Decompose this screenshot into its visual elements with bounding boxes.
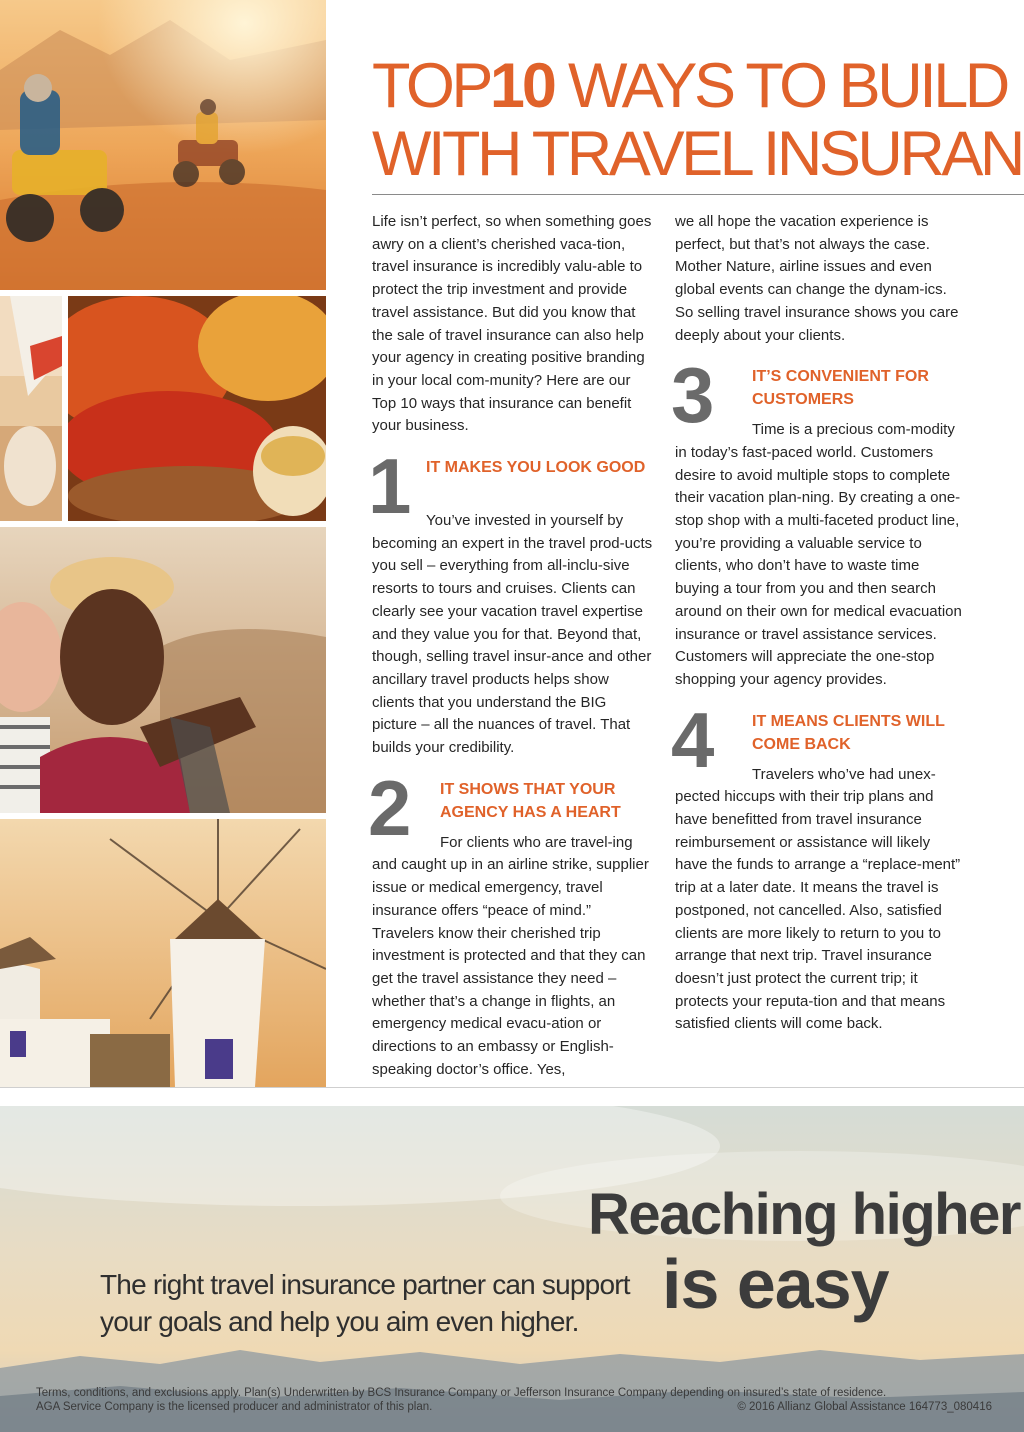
title-divider bbox=[372, 194, 1024, 195]
tip-4-heading: IT MEANS CLIENTS WILL COME BACK bbox=[752, 712, 945, 753]
photo-couple-selfie bbox=[0, 527, 326, 813]
tip-4 bbox=[671, 695, 965, 1036]
tip-3-number: 3 bbox=[671, 351, 715, 440]
title-ten: 10 bbox=[489, 52, 554, 121]
title-line-1 bbox=[372, 52, 1024, 120]
title-line-2: WITH TRAVEL INSURAN bbox=[372, 119, 1022, 188]
photo-windmills bbox=[0, 819, 326, 1087]
title-top: TOP bbox=[372, 52, 490, 121]
banner-divider bbox=[0, 1087, 1024, 1088]
tip-1-body: You’ve invested in yourself by becoming an expert in the travel prod-ucts you sell – everything from all-inclu-sive resorts to tours and cruises. Clients can clearly see your vacation travel expertise and they value you for that. Beyond that, though, selling travel insur-ance and other ancillary travel products helps show clients that you understand the BIG picture – all the nuances of travel. That builds your credibility. bbox=[372, 512, 653, 757]
tip-3-body: Time is a precious com-modity in today’s fast-paced world. Customers desire to avoid multiple stops to complete their vacation plan-ning. By creating a one-stop shop with a multi-faceted product line, you’re providing a valuable service to clients, who don’t have to waste time buying a tour from you and then search around on their own for medical evacuation insurance or travel assistance services. Customers will appreciate the one-stop shopping your agency provides. bbox=[675, 421, 962, 688]
banner-headline-line-1: Reaching higher bbox=[588, 1182, 1020, 1247]
tip-4-number: 4 bbox=[671, 695, 715, 784]
tip-2-number: 2 bbox=[368, 763, 412, 852]
tip-2-body: For clients who are travel-ing and caught up in an airline strike, supplier issue or medical emergency, travel insurance offers “peace of mind.” Travelers know their cherished trip investment is protected and that they can get the travel assistance they need – whether that’s a change in flights, an emergency medical evacu-ation or directions to an embassy or English-speaking doctor’s office. Yes, bbox=[372, 833, 649, 1078]
tip-1 bbox=[368, 442, 654, 760]
tip-1-number: 1 bbox=[368, 442, 412, 531]
banner-tagline: The right travel insurance partner can support your goals and help you aim even higher. bbox=[100, 1269, 630, 1337]
article-column-right bbox=[671, 211, 965, 1036]
tip-2 bbox=[368, 763, 654, 1082]
title-ways: WAYS TO BUILD bbox=[553, 52, 1007, 121]
banner-headline-line-2: is easy bbox=[662, 1245, 889, 1323]
tip-1-heading: IT MAKES YOU LOOK GOOD bbox=[426, 459, 646, 477]
intro-paragraph: Life isn’t perfect, so when something goes awry on a client’s cherished vaca-tion, travel insurance is incredibly valu-able to protect the trip investment and provide travel assistance. But did you know that the sale of travel insurance can also help your agency in creating positive branding in your local com-munity? Here are our Top 10 ways that insurance can benefit your business. bbox=[372, 213, 652, 435]
article-column-left bbox=[368, 211, 654, 1082]
tip-3 bbox=[671, 351, 965, 691]
fine-print-line-1: Terms, conditions, and exclusions apply. Plan(s) Underwritten by BCS Insurance Company or Jefferson Insurance Company depending on insured’s state of residence. bbox=[36, 1387, 887, 1399]
photo-beach-umbrella bbox=[0, 296, 62, 521]
tip-2-heading: IT SHOWS THAT YOUR AGENCY HAS A HEART bbox=[440, 780, 621, 821]
fine-print-line-2: AGA Service Company is the licensed producer and administrator of this plan. bbox=[36, 1401, 433, 1413]
page-title bbox=[372, 52, 1024, 188]
tip-3-heading: IT’S CONVENIENT FOR CUSTOMERS bbox=[752, 368, 929, 409]
photo-atv-desert bbox=[0, 0, 326, 290]
tip-2-continuation: we all hope the vacation experience is perfect, but that’s not always the case. Mother Nature, airline issues and even global events can change the dynam-ics. So selling travel insurance shows you care deeply about your clients. bbox=[675, 213, 959, 344]
photo-spice-market bbox=[68, 296, 326, 521]
tip-4-body: Travelers who’ve had unex-pected hiccups with their trip plans and have benefitted from travel insurance reimbursement or assistance will likely have the funds to arrange a “replace-ment” trip at a later date. It means the travel is postponed, not cancelled. Also, satisfied clients are more likely to return to you to arrange that next trip. Travel insurance doesn’t just protect the current trip; it protects your reputa-tion and that means satisfied clients will come back. bbox=[675, 765, 961, 1033]
copyright-notice: © 2016 Allianz Global Assistance 164773_080416 bbox=[737, 1401, 992, 1413]
